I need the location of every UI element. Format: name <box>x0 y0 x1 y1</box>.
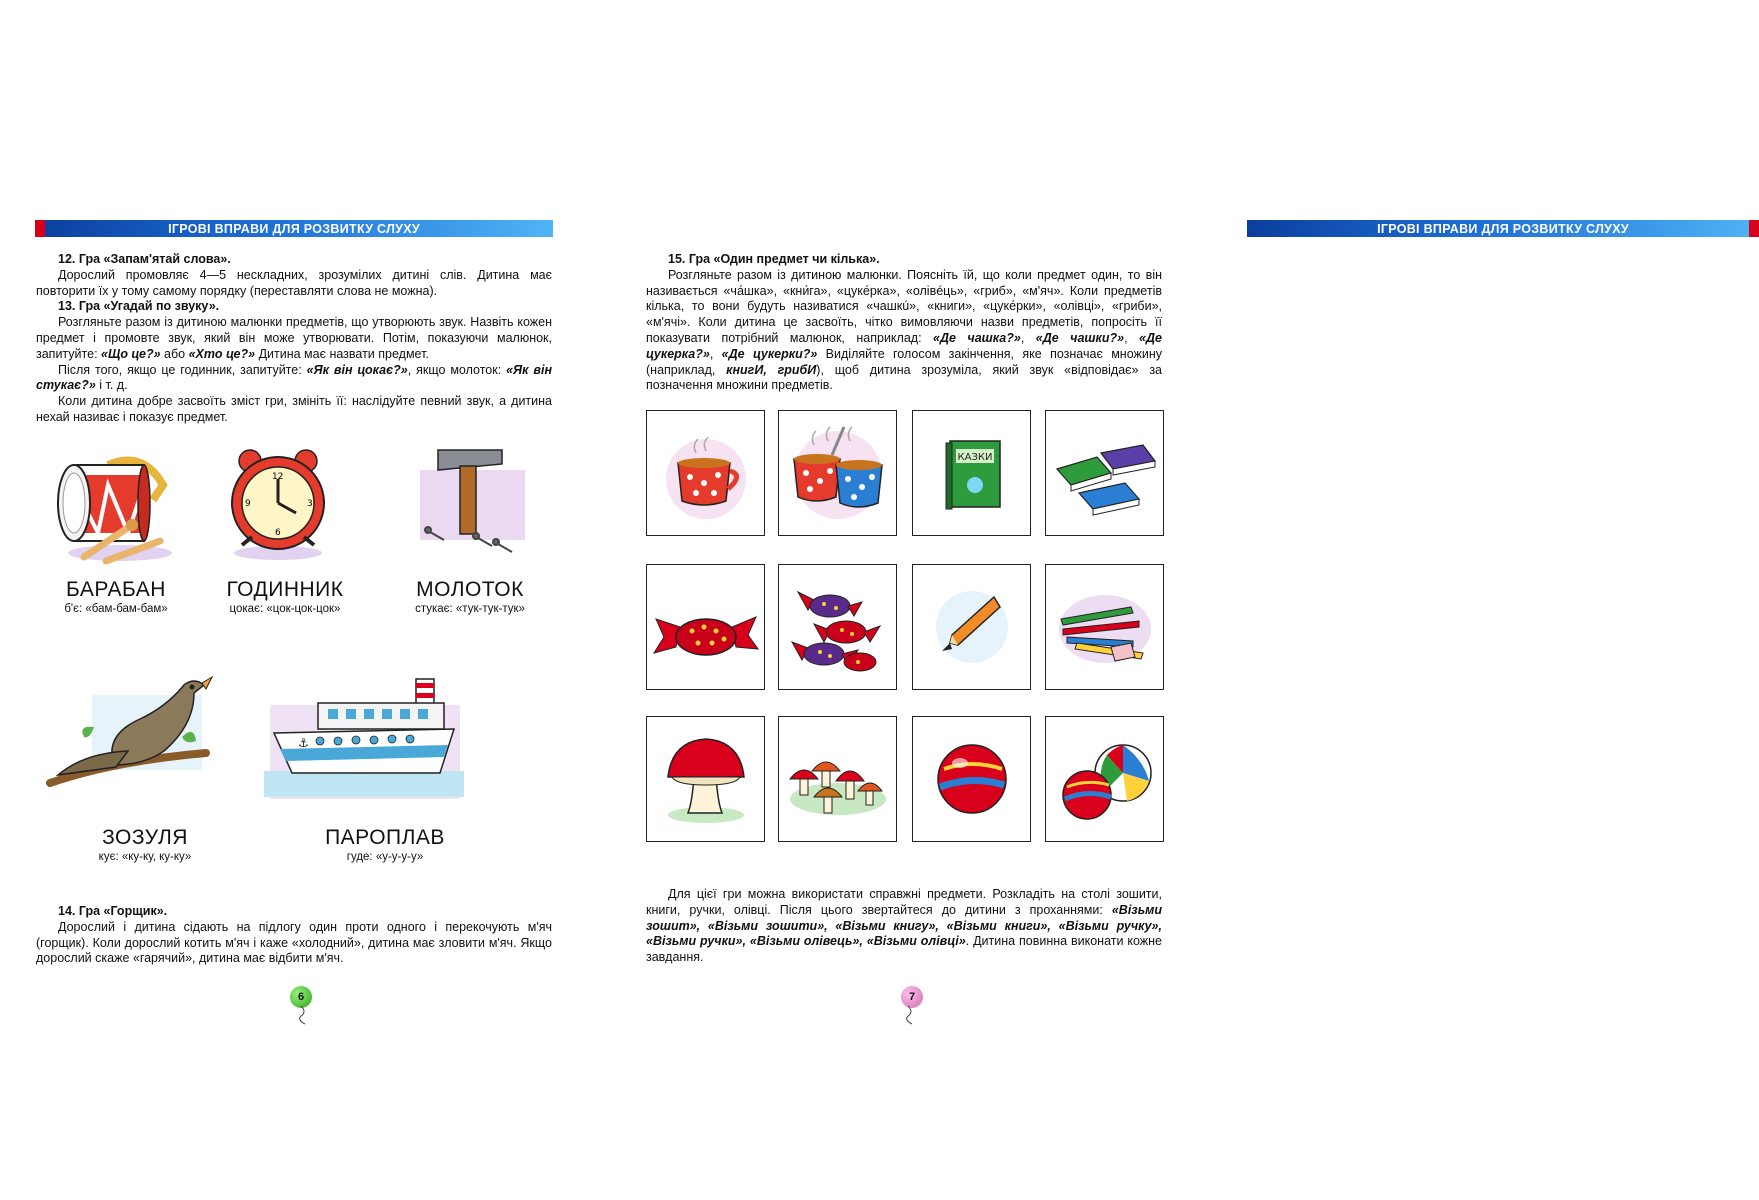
left-header-bar <box>35 220 553 237</box>
balls-icon <box>1051 729 1159 829</box>
card-balls[interactable] <box>1045 716 1164 842</box>
game13-paragraph-2: Після того, якщо це годинник, запитуйте: «Як він цокає?», якщо молоток: «Як він стукає?» і т. д. <box>36 362 552 393</box>
game15-title: 15. Гра «Один предмет чи кілька». <box>668 252 880 266</box>
card-candies[interactable] <box>778 564 897 690</box>
item-word: МОЛОТОК <box>416 578 524 601</box>
ball-icon <box>922 729 1022 829</box>
item-word: БАРАБАН <box>66 578 166 601</box>
card-candy[interactable] <box>646 564 765 690</box>
card-cups[interactable] <box>778 410 897 536</box>
cups-icon <box>784 419 892 527</box>
mushrooms-icon <box>784 729 892 829</box>
hammer-icon <box>410 440 530 562</box>
card-book[interactable] <box>912 410 1031 536</box>
pencil-icon <box>922 577 1022 677</box>
right-header-title: ІГРОВІ ВПРАВИ ДЛЯ РОЗВИТКУ СЛУХУ <box>1377 221 1629 236</box>
book-icon <box>922 423 1022 523</box>
card-books[interactable] <box>1045 410 1164 536</box>
clock-caption <box>200 578 370 615</box>
game15-text: Розгляньте разом із дитиною малюнки. Поясніть їй, що коли предмет один, то він називається «ча́шка», «кни́га», «цуке́рка», «олівéць», «гриб», «м'яч». Коли предметів кілька, то вони будуть називатися «чашкú», «книги», «цуке́рки», «олівці», «гриби», «м'ячі». Коли дитина це засвоїть, чітко вимовляючи назви предметів, попросіть її показувати потрібний малюнок, наприклад: «Де чашка?», «Де чашки?», «Де цукерка?», «Де цукерки?» Виділяйте голосом закінчення, яке позначає множину (наприклад, книгИ, грибИ), щоб дитина зрозуміла, який звук «відповідає» за позначення множини предметів. <box>646 267 1162 393</box>
left-text-top <box>36 252 552 426</box>
candy-icon <box>652 577 760 677</box>
cuckoo-caption <box>60 826 230 863</box>
left-page <box>0 0 600 1200</box>
game13-text: Розгляньте разом із дитиною малюнки предметів, що утворюють звук. Назвіть кожен предмет і промовте звук, який він може утворювати. Потім, показуючи малюнок, запитуйте: «Що це?» або «Хто це?» Дитина має назвати предмет. <box>36 315 552 361</box>
game13-paragraph-3: Коли дитина добре засвоїть зміст гри, змініть її: наслідуйте певний звук, а дитина нехай називає і показує предмет. <box>36 394 552 424</box>
right-text-bottom <box>646 887 1162 966</box>
picture-grid <box>646 410 1164 842</box>
item-word: ГОДИННИК <box>226 578 344 601</box>
drum-caption <box>36 578 196 615</box>
right-text-top <box>646 252 1162 394</box>
books-icon <box>1051 423 1159 523</box>
page-number-balloon: 7 <box>901 986 923 1008</box>
cuckoo-bird-icon <box>44 665 214 800</box>
item-sound: б'є: «бам-бам-бам» <box>64 603 168 615</box>
svg-text:3: 3 <box>307 499 313 509</box>
left-header-title: ІГРОВІ ВПРАВИ ДЛЯ РОЗВИТКУ СЛУХУ <box>168 221 420 236</box>
header-red-square <box>35 220 45 237</box>
cup-icon <box>656 423 756 523</box>
book-label: КАЗКИ <box>957 452 992 463</box>
card-pencils[interactable] <box>1045 564 1164 690</box>
game14-text: Дорослий і дитина сідають на підлогу один проти одного і перекочують м'яч (горщик). Коли дорослий котить м'яч і каже «холодний», дитина має зловити м'яч. Якщо дорослий скаже «гарячий», дитина має відбити м'яч. <box>36 919 552 966</box>
mushroom-icon <box>656 727 756 831</box>
balloon-string-icon <box>297 1006 317 1026</box>
item-word: ЗОЗУЛЯ <box>102 826 188 849</box>
candies-icon <box>784 572 892 682</box>
item-sound: кує: «ку-ку, ку-ку» <box>98 851 192 863</box>
game14-title: 14. Гра «Горщик». <box>58 904 168 918</box>
hammer-caption <box>385 578 555 615</box>
pencils-icon <box>1051 577 1159 677</box>
ship-caption <box>300 826 470 863</box>
alarm-clock-icon <box>222 445 334 563</box>
header-red-square <box>1749 220 1759 237</box>
steamship-icon <box>258 675 468 803</box>
svg-text:⚓: ⚓ <box>298 736 309 750</box>
drum-icon <box>48 445 178 570</box>
game13-title: 13. Гра «Угадай по звуку». <box>58 299 220 314</box>
left-text-bottom <box>36 904 552 967</box>
svg-text:6: 6 <box>275 528 281 538</box>
svg-text:12: 12 <box>272 472 284 482</box>
game12-text: Дорослий промовляє 4—5 нескладних, зрозумілих дитині слів. Дитина має повторити їх у тому самому порядку (переставляти слова не можна). <box>36 267 552 298</box>
card-mushrooms[interactable] <box>778 716 897 842</box>
page-number-balloon: 6 <box>290 986 312 1008</box>
card-ball[interactable] <box>912 716 1031 842</box>
item-sound: гуде: «у-у-у-у» <box>346 851 424 863</box>
svg-text:9: 9 <box>245 499 251 509</box>
item-word: ПАРОПЛАВ <box>325 826 445 849</box>
card-pencil[interactable] <box>912 564 1031 690</box>
card-cup[interactable] <box>646 410 765 536</box>
footer-text: Для цієї гри можна використати справжні предмети. Розкладіть на столі зошити, книги, ручки, олівці. Після цього звертайтеся до дитини з проханнями: «Візьми зошит», «Візьми зошити», «Візьми книгу», «Візьми книги», «Візьми ручку», «Візьми ручки», «Візьми олівець», «Візьми олівці». Дитина повинна виконати кожне завдання. <box>646 887 1162 965</box>
balloon-string-icon <box>904 1006 924 1026</box>
card-mushroom[interactable] <box>646 716 765 842</box>
item-sound: стукає: «тук-тук-тук» <box>415 603 525 615</box>
right-header-bar <box>1247 220 1759 237</box>
item-sound: цокає: «цок-цок-цок» <box>229 603 341 615</box>
game12-title: 12. Гра «Запам'ятай слова». <box>58 252 231 266</box>
